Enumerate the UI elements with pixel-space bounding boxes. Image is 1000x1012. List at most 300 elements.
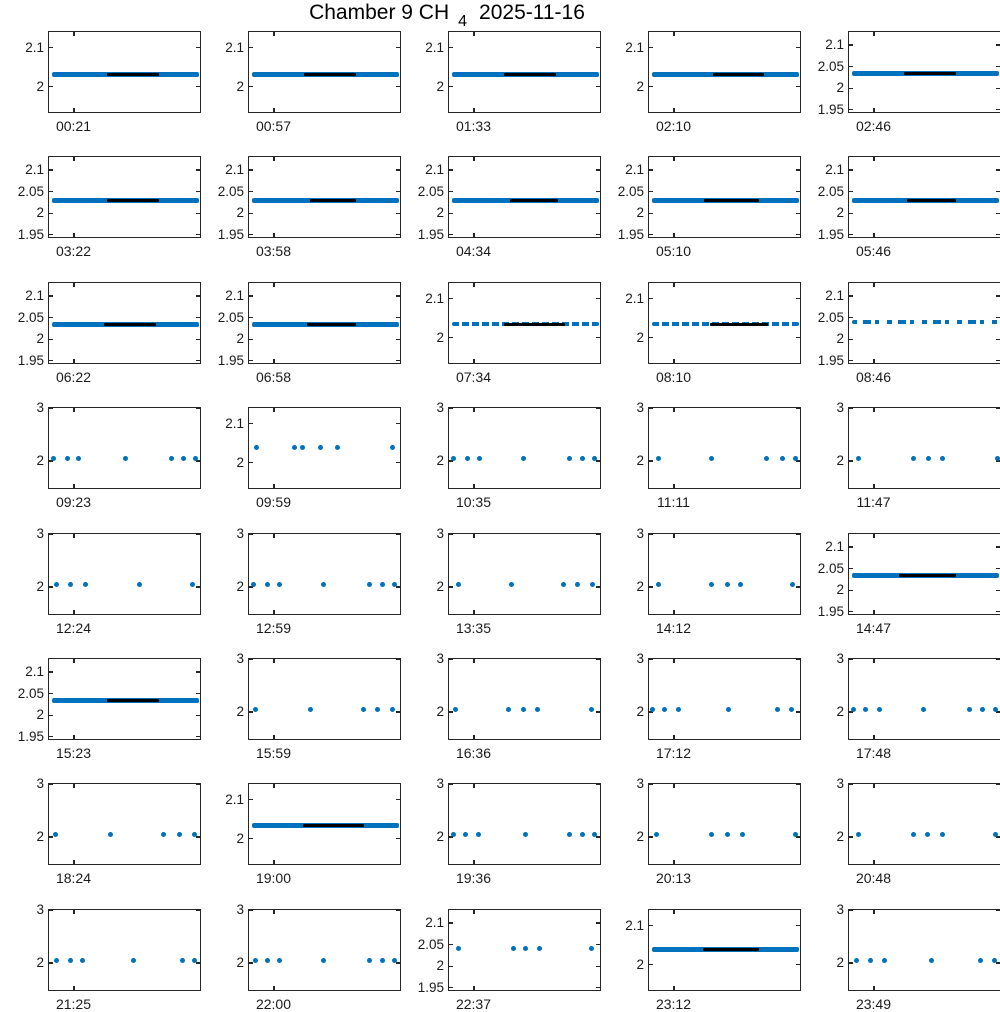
data-point xyxy=(380,958,385,963)
data-point xyxy=(764,456,769,461)
data-point xyxy=(181,456,186,461)
data-point xyxy=(656,582,661,587)
time-label: 00:57 xyxy=(255,118,291,134)
data-point xyxy=(978,958,983,963)
y-tick xyxy=(396,317,400,318)
data-point xyxy=(265,958,270,963)
y-tick xyxy=(49,360,53,361)
y-tick xyxy=(996,590,1000,591)
y-tick-label: 2.05 xyxy=(417,936,444,952)
y-tick xyxy=(996,295,1000,296)
trend-segment xyxy=(307,323,356,326)
y-tick-label: 2.1 xyxy=(225,39,244,55)
x-tick xyxy=(473,283,474,287)
y-tick-label: 2.1 xyxy=(225,161,244,177)
y-tick-label: 2.1 xyxy=(625,161,644,177)
subplot-11:47 xyxy=(836,400,1000,510)
x-tick xyxy=(273,283,274,287)
y-tick xyxy=(796,925,800,926)
time-label: 15:59 xyxy=(255,745,291,761)
y-tick xyxy=(849,611,853,612)
subplot-17:12 xyxy=(636,651,801,761)
data-point xyxy=(738,582,743,587)
y-tick-label: 2.1 xyxy=(25,663,44,679)
y-tick-label: 2.05 xyxy=(217,309,244,325)
x-tick xyxy=(873,986,874,990)
title-text: Chamber 9 CH xyxy=(309,1,450,24)
y-tick-label: 2 xyxy=(236,703,244,719)
x-tick xyxy=(273,534,274,538)
subplot-03:22 xyxy=(17,156,201,259)
subplot-20:48 xyxy=(836,776,1000,886)
subplot-20:13 xyxy=(636,776,801,886)
y-tick-label: 2.1 xyxy=(225,415,244,431)
time-label: 17:12 xyxy=(655,745,691,761)
y-tick-label: 2 xyxy=(236,578,244,594)
data-point xyxy=(76,456,81,461)
data-point xyxy=(877,707,882,712)
data-point xyxy=(575,582,580,587)
data-point xyxy=(521,456,526,461)
x-tick xyxy=(273,784,274,788)
y-tick-label: 2.05 xyxy=(17,309,44,325)
y-tick xyxy=(849,44,853,45)
data-point xyxy=(65,456,70,461)
y-tick xyxy=(449,987,453,988)
y-tick xyxy=(49,715,53,716)
x-tick xyxy=(73,910,74,914)
figure-title xyxy=(0,1,894,31)
trend-segment xyxy=(713,73,763,76)
x-tick xyxy=(473,860,474,864)
y-tick xyxy=(249,423,253,424)
data-point xyxy=(253,707,258,712)
y-tick xyxy=(649,836,653,837)
y-tick-label: 2 xyxy=(236,78,244,94)
y-tick xyxy=(649,169,653,170)
y-tick xyxy=(996,659,1000,660)
subplot-05:10 xyxy=(617,156,801,259)
data-point xyxy=(456,582,461,587)
data-point xyxy=(854,958,859,963)
time-label: 22:37 xyxy=(455,996,491,1012)
y-tick xyxy=(49,213,53,214)
time-label: 09:23 xyxy=(55,494,91,510)
title-date: 2025-11-16 xyxy=(479,1,585,24)
data-point xyxy=(137,582,142,587)
x-tick xyxy=(673,484,674,488)
time-label: 12:59 xyxy=(255,620,291,636)
x-tick xyxy=(673,108,674,112)
x-tick xyxy=(273,157,274,161)
y-tick-label: 2 xyxy=(436,78,444,94)
y-tick xyxy=(849,836,853,837)
trend-segment xyxy=(704,199,759,202)
y-tick-label: 2 xyxy=(236,454,244,470)
y-tick-label: 2.1 xyxy=(625,290,644,306)
subplot-08:46 xyxy=(817,282,1000,385)
y-tick-label: 1.95 xyxy=(17,352,44,368)
x-tick xyxy=(873,359,874,363)
y-tick-label: 1.95 xyxy=(17,728,44,744)
y-tick-label: 2 xyxy=(236,331,244,347)
x-tick xyxy=(873,534,874,538)
time-label: 01:33 xyxy=(455,118,491,134)
data-point xyxy=(940,832,945,837)
data-point xyxy=(856,456,861,461)
y-tick xyxy=(996,546,1000,547)
x-tick xyxy=(73,860,74,864)
y-tick xyxy=(996,784,1000,785)
y-tick-label: 3 xyxy=(36,902,44,917)
y-tick xyxy=(449,659,453,660)
y-tick xyxy=(849,295,853,296)
x-tick xyxy=(873,233,874,237)
x-tick xyxy=(473,233,474,237)
data-point xyxy=(380,582,385,587)
y-tick xyxy=(249,910,253,911)
data-point xyxy=(940,456,945,461)
y-tick-label: 2 xyxy=(36,954,44,970)
data-point xyxy=(83,582,88,587)
x-tick xyxy=(473,610,474,614)
y-tick-label: 2 xyxy=(836,828,844,844)
data-point xyxy=(375,707,380,712)
y-tick xyxy=(396,360,400,361)
data-point xyxy=(180,958,185,963)
y-tick xyxy=(996,44,1000,45)
data-point xyxy=(882,958,887,963)
y-tick-label: 2.05 xyxy=(17,183,44,199)
x-tick xyxy=(673,659,674,663)
data-point xyxy=(265,582,270,587)
x-tick xyxy=(873,32,874,36)
y-tick xyxy=(849,910,853,911)
y-tick-label: 1.95 xyxy=(817,226,844,242)
y-tick-label: 3 xyxy=(836,651,844,666)
x-tick xyxy=(873,157,874,161)
y-tick xyxy=(449,169,453,170)
y-tick xyxy=(49,86,53,87)
data-point xyxy=(308,707,313,712)
y-tick xyxy=(249,339,253,340)
y-tick xyxy=(249,711,253,712)
y-tick xyxy=(249,86,253,87)
x-tick xyxy=(873,860,874,864)
data-point xyxy=(456,946,461,951)
subplot-08:10 xyxy=(625,282,801,385)
y-tick-label: 1.95 xyxy=(217,352,244,368)
data-point xyxy=(68,582,73,587)
data-point xyxy=(656,456,661,461)
data-point xyxy=(709,832,714,837)
subplot-19:36 xyxy=(436,776,601,886)
subplot-09:23 xyxy=(36,400,201,510)
y-tick xyxy=(996,611,1000,612)
time-label: 20:48 xyxy=(855,870,891,886)
y-tick xyxy=(996,109,1000,110)
y-tick-label: 2.1 xyxy=(625,39,644,55)
data-point xyxy=(851,707,856,712)
data-point xyxy=(80,958,85,963)
x-tick xyxy=(873,910,874,914)
time-label: 18:24 xyxy=(55,870,91,886)
trend-segment xyxy=(907,199,956,202)
y-tick xyxy=(249,838,253,839)
y-tick xyxy=(449,47,453,48)
y-tick xyxy=(849,317,853,318)
y-tick-label: 3 xyxy=(436,651,444,666)
y-tick xyxy=(449,586,453,587)
y-tick xyxy=(649,213,653,214)
x-tick xyxy=(673,610,674,614)
subplot-12:59 xyxy=(236,526,401,636)
data-point xyxy=(465,456,470,461)
data-point xyxy=(277,582,282,587)
subplot-10:35 xyxy=(436,400,601,510)
x-tick xyxy=(673,359,674,363)
data-point xyxy=(476,832,481,837)
trend-segment xyxy=(710,323,768,326)
y-tick xyxy=(849,460,853,461)
y-tick xyxy=(649,659,653,660)
y-tick xyxy=(649,298,653,299)
y-tick xyxy=(49,47,53,48)
y-tick xyxy=(996,910,1000,911)
subplot-14:47 xyxy=(817,533,1000,636)
x-tick xyxy=(473,157,474,161)
y-tick xyxy=(49,534,53,535)
trend-segment xyxy=(303,824,364,827)
y-tick-label: 2 xyxy=(36,578,44,594)
x-tick xyxy=(473,910,474,914)
x-tick xyxy=(873,784,874,788)
subplot-04:34 xyxy=(417,156,601,259)
data-point xyxy=(463,832,468,837)
y-tick-label: 2.1 xyxy=(225,791,244,807)
subplot-03:58 xyxy=(217,156,401,259)
y-tick xyxy=(849,590,853,591)
data-point xyxy=(51,456,56,461)
y-tick xyxy=(596,987,600,988)
y-tick xyxy=(449,944,453,945)
data-point xyxy=(509,582,514,587)
data-point xyxy=(523,832,528,837)
x-tick xyxy=(473,735,474,739)
x-tick xyxy=(73,735,74,739)
y-tick xyxy=(649,586,653,587)
x-tick xyxy=(273,359,274,363)
data-point xyxy=(580,832,585,837)
y-tick-label: 2 xyxy=(636,205,644,221)
subplot-05:46 xyxy=(817,156,1000,259)
y-tick-label: 3 xyxy=(36,776,44,791)
data-point xyxy=(335,445,340,450)
time-label: 15:23 xyxy=(55,745,91,761)
y-tick xyxy=(249,360,253,361)
data-point xyxy=(321,582,326,587)
time-label: 02:10 xyxy=(655,118,691,134)
subplot-02:46 xyxy=(817,31,1000,134)
y-tick xyxy=(49,586,53,587)
subplot-00:57 xyxy=(225,31,401,134)
y-tick-label: 3 xyxy=(36,400,44,415)
y-tick-label: 2 xyxy=(836,703,844,719)
time-label: 08:46 xyxy=(855,369,891,385)
y-tick-label: 2.1 xyxy=(825,36,844,52)
data-point xyxy=(709,456,714,461)
data-point xyxy=(790,582,795,587)
subplot-07:34 xyxy=(425,282,601,385)
trend-segment xyxy=(304,73,356,76)
subplot-17:48 xyxy=(836,651,1000,761)
y-tick-label: 1.95 xyxy=(817,352,844,368)
y-tick xyxy=(996,360,1000,361)
y-tick xyxy=(996,213,1000,214)
y-tick xyxy=(49,784,53,785)
y-tick xyxy=(849,213,853,214)
data-point xyxy=(321,958,326,963)
x-tick xyxy=(473,484,474,488)
data-point xyxy=(580,456,585,461)
y-tick xyxy=(649,191,653,192)
time-label: 14:47 xyxy=(855,620,891,636)
subplot-06:22 xyxy=(17,282,201,385)
x-tick xyxy=(273,659,274,663)
data-point xyxy=(740,832,745,837)
y-tick-label: 3 xyxy=(236,902,244,917)
trend-segment xyxy=(310,199,356,202)
y-tick xyxy=(249,213,253,214)
y-tick xyxy=(249,317,253,318)
y-tick xyxy=(849,659,853,660)
y-tick-label: 3 xyxy=(436,526,444,541)
x-tick xyxy=(873,484,874,488)
y-tick-label: 2 xyxy=(836,452,844,468)
y-tick-label: 2.1 xyxy=(425,914,444,930)
y-tick xyxy=(849,88,853,89)
y-tick-label: 2.1 xyxy=(825,538,844,554)
x-tick xyxy=(73,484,74,488)
y-tick xyxy=(449,234,453,235)
y-tick xyxy=(449,191,453,192)
y-tick xyxy=(49,234,53,235)
y-tick xyxy=(649,86,653,87)
x-tick xyxy=(273,610,274,614)
time-label: 14:12 xyxy=(655,620,691,636)
x-tick xyxy=(273,986,274,990)
y-tick xyxy=(996,169,1000,170)
y-tick xyxy=(249,234,253,235)
time-label: 11:47 xyxy=(856,494,891,510)
y-tick xyxy=(849,66,853,67)
data-point xyxy=(567,456,572,461)
subplot-00:21 xyxy=(25,31,201,134)
data-point xyxy=(725,832,730,837)
y-tick xyxy=(849,234,853,235)
data-point xyxy=(390,445,395,450)
y-tick-label: 2.05 xyxy=(817,58,844,74)
x-tick xyxy=(873,659,874,663)
x-tick xyxy=(73,157,74,161)
y-tick-label: 2 xyxy=(436,958,444,974)
y-tick-label: 2.1 xyxy=(625,917,644,933)
x-tick xyxy=(73,986,74,990)
data-point xyxy=(254,445,259,450)
x-tick xyxy=(273,408,274,412)
trend-segment xyxy=(899,574,956,577)
y-tick xyxy=(449,213,453,214)
subplot-11:11 xyxy=(636,400,801,510)
y-tick xyxy=(849,546,853,547)
y-tick xyxy=(849,408,853,409)
time-label: 02:46 xyxy=(855,118,891,134)
subplot-16:36 xyxy=(436,651,601,761)
subplot-01:33 xyxy=(425,31,601,134)
y-tick xyxy=(449,966,453,967)
y-tick-label: 2 xyxy=(836,80,844,96)
y-tick xyxy=(996,234,1000,235)
data-point xyxy=(367,958,372,963)
y-tick-label: 2.1 xyxy=(425,290,444,306)
x-tick xyxy=(473,108,474,112)
x-tick xyxy=(473,986,474,990)
y-tick xyxy=(249,47,253,48)
y-tick xyxy=(396,423,400,424)
y-tick xyxy=(196,408,200,409)
y-tick-label: 1.95 xyxy=(217,226,244,242)
y-tick-label: 2 xyxy=(436,452,444,468)
data-point xyxy=(911,456,916,461)
y-tick xyxy=(249,659,253,660)
y-tick-label: 2 xyxy=(436,205,444,221)
y-tick xyxy=(49,191,53,192)
time-label: 13:35 xyxy=(455,620,491,636)
y-tick-label: 2.05 xyxy=(217,183,244,199)
time-label: 11:11 xyxy=(657,494,690,510)
y-tick xyxy=(996,568,1000,569)
data-point xyxy=(856,832,861,837)
x-tick xyxy=(273,860,274,864)
data-point xyxy=(54,582,59,587)
y-tick xyxy=(849,339,853,340)
data-point xyxy=(590,582,595,587)
time-label: 12:24 xyxy=(55,620,91,636)
x-tick xyxy=(673,860,674,864)
y-tick-label: 3 xyxy=(436,400,444,415)
y-tick xyxy=(849,169,853,170)
y-tick-label: 3 xyxy=(836,776,844,791)
y-tick xyxy=(196,671,200,672)
y-tick xyxy=(849,962,853,963)
data-point xyxy=(251,582,256,587)
data-point xyxy=(477,456,482,461)
y-tick xyxy=(249,295,253,296)
time-label: 10:35 xyxy=(455,494,491,510)
y-tick-label: 2.05 xyxy=(17,685,44,701)
y-tick xyxy=(649,408,653,409)
data-point xyxy=(361,707,366,712)
y-tick-label: 3 xyxy=(636,651,644,666)
y-tick-label: 2 xyxy=(36,707,44,723)
x-tick xyxy=(673,408,674,412)
y-tick-label: 2.1 xyxy=(25,287,44,303)
data-point xyxy=(921,707,926,712)
y-tick xyxy=(196,693,200,694)
y-tick-label: 2 xyxy=(836,331,844,347)
data-point xyxy=(453,707,458,712)
data-point xyxy=(292,445,297,450)
